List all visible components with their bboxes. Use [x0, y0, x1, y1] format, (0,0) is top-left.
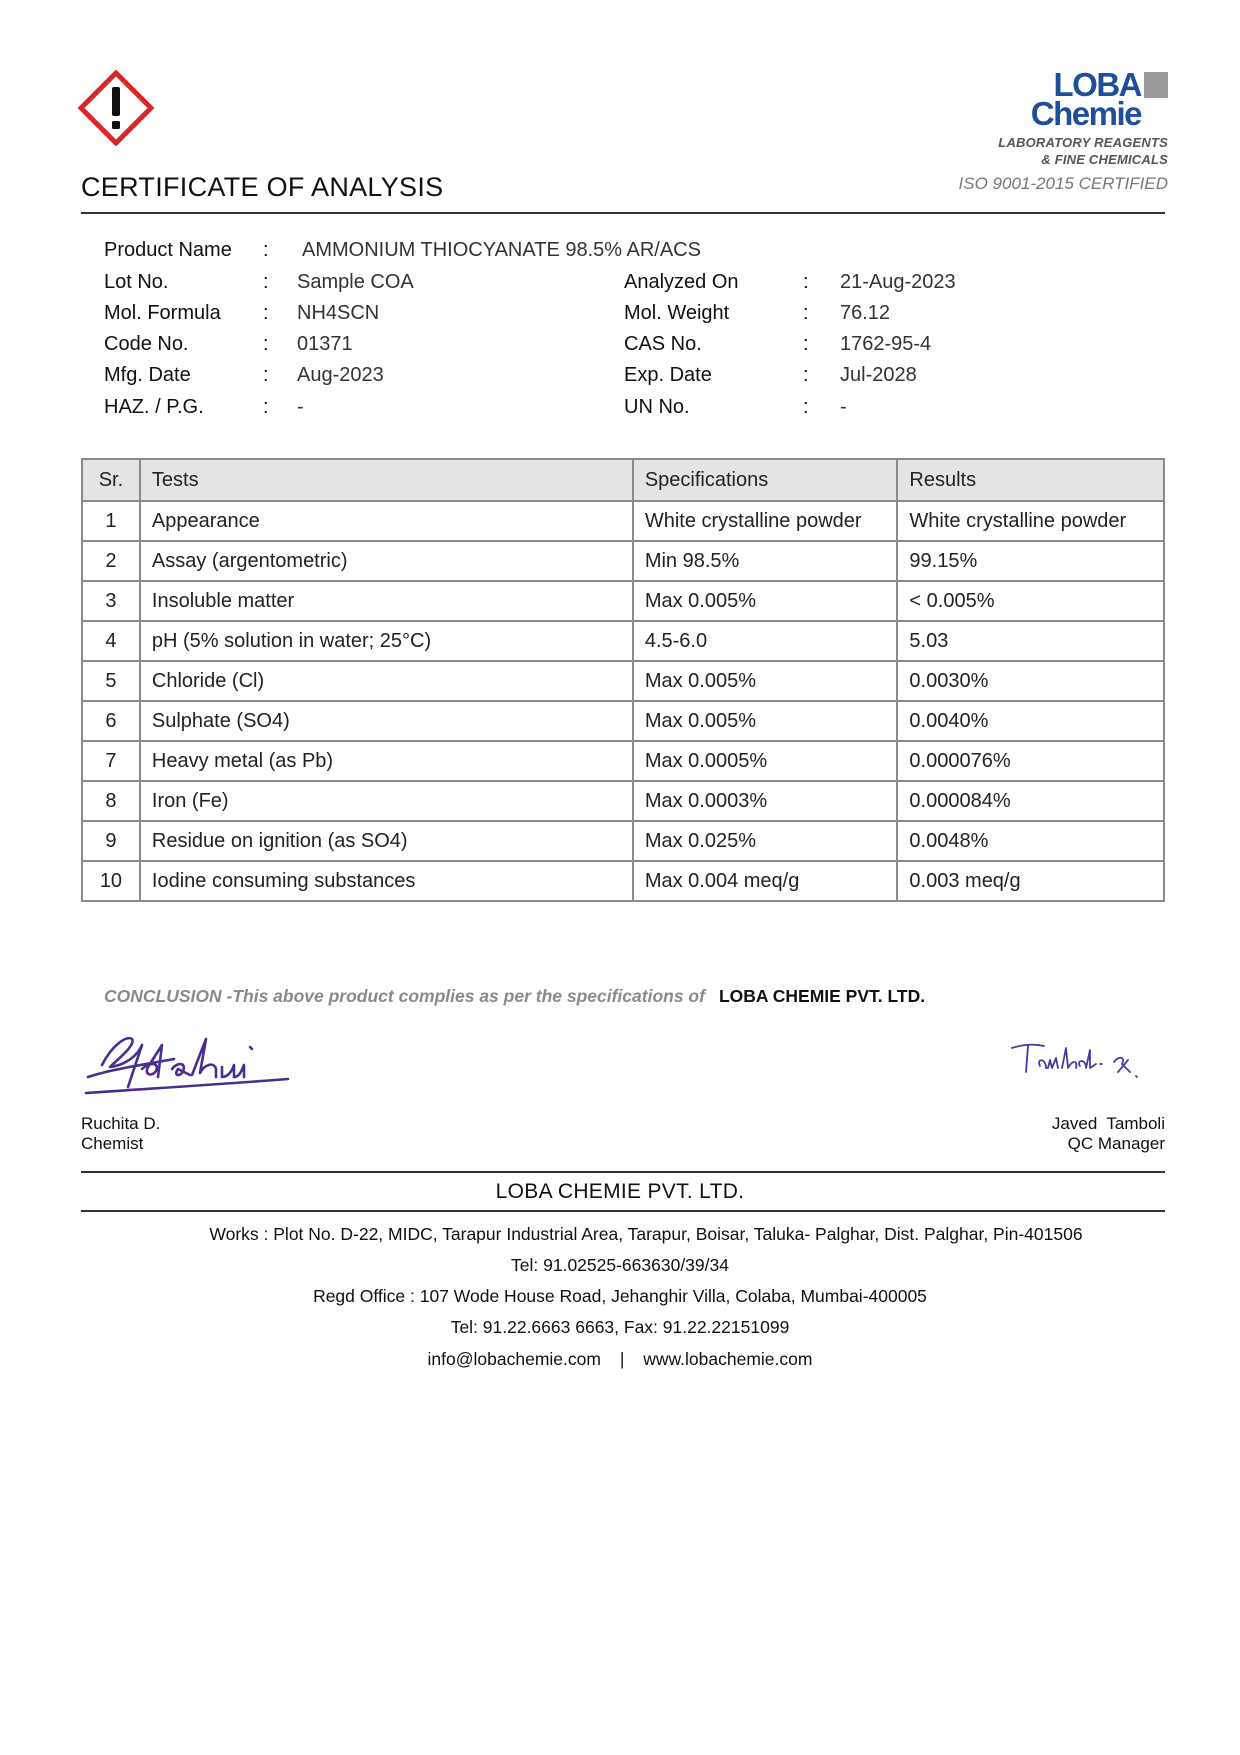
footer-company-name: LOBA CHEMIE PVT. LTD.: [495, 1180, 745, 1203]
cell-specification: Max 0.0005%: [633, 741, 898, 781]
info-separator: :: [263, 271, 269, 293]
cell-result: 0.003 meq/g: [897, 861, 1164, 901]
column-header-specifications: Specifications: [633, 459, 898, 501]
info-separator: :: [803, 302, 809, 324]
email-link[interactable]: info@lobachemie.com: [427, 1349, 601, 1369]
info-separator: :: [263, 396, 269, 418]
table-row: [82, 501, 1164, 541]
info-value: Sample COA: [297, 271, 414, 293]
chemist-signature: [82, 1025, 292, 1105]
info-value: 21-Aug-2023: [840, 271, 956, 293]
info-label: Exp. Date: [624, 364, 712, 386]
cell-sr: 2: [82, 541, 140, 581]
table-header-row: [82, 459, 1164, 501]
cell-test: pH (5% solution in water; 25°C): [140, 621, 633, 661]
cell-specification: 4.5-6.0: [633, 621, 898, 661]
cell-sr: 3: [82, 581, 140, 621]
info-value: -: [840, 396, 847, 418]
info-label: Analyzed On: [624, 271, 739, 293]
info-separator: :: [263, 364, 269, 386]
info-label: Mol. Formula: [104, 302, 221, 324]
info-separator: :: [803, 364, 809, 386]
column-header-sr: Sr.: [82, 459, 140, 501]
cell-result: 0.000084%: [897, 781, 1164, 821]
iso-certification: ISO 9001-2015 CERTIFIED: [958, 174, 1168, 193]
info-separator: :: [803, 396, 809, 418]
info-label: Mfg. Date: [104, 364, 191, 386]
contact-line: [0, 1349, 1240, 1370]
footer-divider-top: [81, 1171, 1165, 1173]
cell-sr: 4: [82, 621, 140, 661]
logo-text-chemie: Chemie: [1030, 95, 1141, 132]
info-label: Lot No.: [104, 271, 169, 293]
works-address: Works : Plot No. D-22, MIDC, Tarapur Industrial Area, Tarapur, Boisar, Taluka- Palghar, Dist. Palghar, Pin-401506: [209, 1224, 1083, 1244]
cell-specification: Max 0.005%: [633, 661, 898, 701]
table-row: [82, 661, 1164, 701]
info-separator: :: [263, 302, 269, 324]
column-header-tests: Tests: [140, 459, 633, 501]
cell-result: 99.15%: [897, 541, 1164, 581]
cell-sr: 10: [82, 861, 140, 901]
cell-sr: 6: [82, 701, 140, 741]
table-row: [82, 701, 1164, 741]
cell-test: Appearance: [140, 501, 633, 541]
cell-sr: 5: [82, 661, 140, 701]
qc-manager-name: Javed Tamboli: [1051, 1114, 1165, 1133]
table-row: [82, 581, 1164, 621]
info-value: Aug-2023: [297, 364, 384, 386]
info-label: HAZ. / P.G.: [104, 396, 204, 418]
logo-flask-icon: [1144, 72, 1168, 98]
cell-sr: 8: [82, 781, 140, 821]
info-label: Code No.: [104, 333, 189, 355]
logo-text-loba: LOBA: [1053, 66, 1141, 103]
cell-test: Assay (argentometric): [140, 541, 633, 581]
cell-sr: 9: [82, 821, 140, 861]
cell-result: 5.03: [897, 621, 1164, 661]
info-separator: :: [263, 333, 269, 355]
document-title: CERTIFICATE OF ANALYSIS: [81, 172, 444, 202]
cell-result: 0.0040%: [897, 701, 1164, 741]
conclusion: [104, 986, 925, 1007]
logo-tagline-1: LABORATORY REAGENTS: [998, 135, 1168, 150]
chemist-role: Chemist: [81, 1134, 144, 1153]
chemist-name: Ruchita D.: [81, 1114, 161, 1133]
info-value: 76.12: [840, 302, 891, 324]
info-value: NH4SCN: [297, 302, 380, 324]
footer-divider-bottom: [81, 1210, 1165, 1212]
cell-specification: Max 0.0003%: [633, 781, 898, 821]
table-row: [82, 781, 1164, 821]
cell-result: < 0.005%: [897, 581, 1164, 621]
cell-test: Sulphate (SO4): [140, 701, 633, 741]
cell-result: 0.0048%: [897, 821, 1164, 861]
info-value: Jul-2028: [840, 364, 917, 386]
cell-sr: 1: [82, 501, 140, 541]
info-value-product-name: AMMONIUM THIOCYANATE 98.5% AR/ACS: [302, 239, 701, 261]
table-row: [82, 861, 1164, 901]
info-label: Mol. Weight: [624, 302, 730, 324]
qc-manager-signature: [1010, 1038, 1145, 1093]
cell-result: White crystalline powder: [897, 501, 1164, 541]
column-header-results: Results: [897, 459, 1164, 501]
company-logo: [998, 66, 1168, 168]
registered-office-address: Regd Office : 107 Wode House Road, Jehanghir Villa, Colaba, Mumbai-400005: [313, 1286, 927, 1306]
cell-test: Chloride (Cl): [140, 661, 633, 701]
exclamation-diamond-icon: [78, 70, 154, 146]
cell-specification: Min 98.5%: [633, 541, 898, 581]
info-separator: :: [263, 239, 269, 261]
info-label-product-name: Product Name: [104, 239, 232, 261]
cell-test: Iodine consuming substances: [140, 861, 633, 901]
conclusion-company: LOBA CHEMIE PVT. LTD.: [718, 986, 926, 1006]
contact-divider: |: [619, 1349, 625, 1369]
table-row: [82, 821, 1164, 861]
cell-result: 0.0030%: [897, 661, 1164, 701]
cell-sr: 7: [82, 741, 140, 781]
results-table: [81, 458, 1165, 902]
header-divider: [81, 212, 1165, 214]
table-row: [82, 541, 1164, 581]
logo-tagline-2: & FINE CHEMICALS: [1041, 152, 1168, 167]
conclusion-text: CONCLUSION -This above product complies as per the specifications of: [104, 986, 705, 1006]
info-separator: :: [803, 333, 809, 355]
info-value: -: [297, 396, 304, 418]
cell-specification: Max 0.025%: [633, 821, 898, 861]
cell-test: Heavy metal (as Pb): [140, 741, 633, 781]
cell-specification: Max 0.005%: [633, 701, 898, 741]
info-label: CAS No.: [624, 333, 702, 355]
info-label: UN No.: [624, 396, 690, 418]
table-row: [82, 621, 1164, 661]
cell-test: Iron (Fe): [140, 781, 633, 821]
cell-result: 0.000076%: [897, 741, 1164, 781]
qc-manager-role: QC Manager: [1067, 1134, 1165, 1153]
info-value: 1762-95-4: [840, 333, 932, 355]
works-telephone: Tel: 91.02525-663630/39/34: [511, 1255, 729, 1275]
info-value: 01371: [297, 333, 353, 355]
cell-test: Residue on ignition (as SO4): [140, 821, 633, 861]
cell-specification: Max 0.005%: [633, 581, 898, 621]
registered-office-telephone: Tel: 91.22.6663 6663, Fax: 91.22.22151099: [450, 1317, 790, 1337]
website-link[interactable]: www.lobachemie.com: [643, 1349, 813, 1369]
cell-specification: Max 0.004 meq/g: [633, 861, 898, 901]
info-separator: :: [803, 271, 809, 293]
cell-specification: White crystalline powder: [633, 501, 898, 541]
table-row: [82, 741, 1164, 781]
cell-test: Insoluble matter: [140, 581, 633, 621]
